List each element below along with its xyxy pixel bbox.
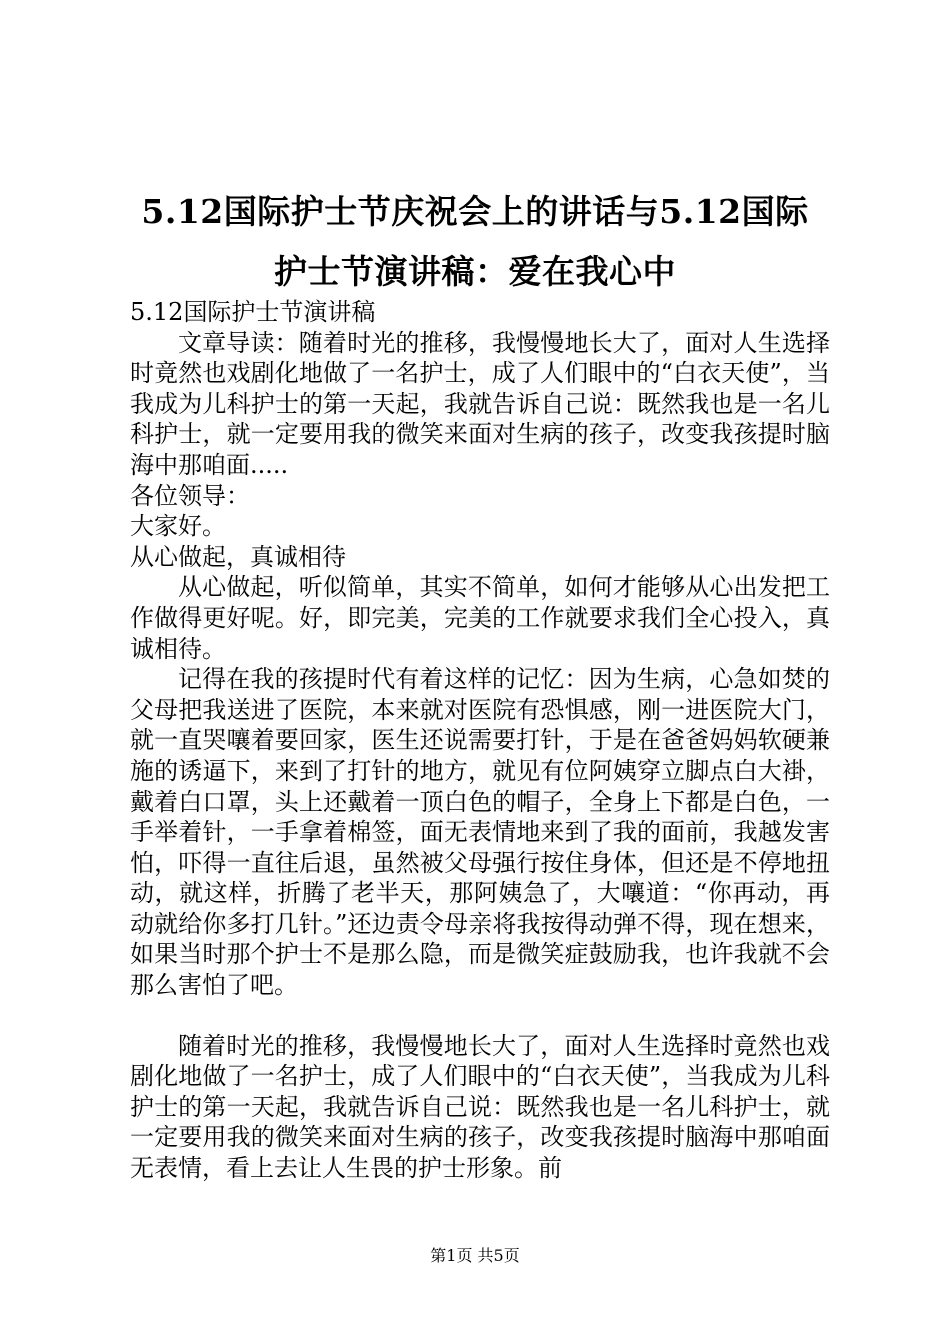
intro-paragraph: 文章导读：随着时光的推移，我慢慢地长大了，面对人生选择时竟然也戏剧化地做了一名护士，成了人们眼中的“白衣天使”，当我成为儿科护士的第一天起，我就告诉自己说：既然我也是一名儿科护士，就一定要用我的微笑来面对生病的孩子，改变我孩提时脑海中那咱面..... — [130, 328, 830, 479]
page-footer: 第1页 共5页 — [430, 1246, 520, 1265]
document-body — [130, 297, 830, 1184]
document-subtitle: 5.12国际护士节演讲稿 — [130, 298, 376, 326]
paragraph-2: 记得在我的孩提时代有着这样的记忆：因为生病，心急如焚的父母把我送进了医院，本来就对医院有恐惧感，刚一进医院大门，就一直哭嚷着要回家，医生还说需要打针，于是在爸爸妈妈软硬兼施的诱逼下，来到了打针的地方，就见有位阿姨穿立脚点白大褂，戴着白口罩，头上还戴着一顶白色的帽子，全身上下都是白色，一手举着针，一手拿着棉签，面无表情地来到了我的面前，我越发害怕，吓得一直往后退，虽然被父母强行按住身体，但还是不停地扭动，就这样，折腾了老半天，那阿姨急了，大嚷道：“你再动，再动就给你多打几针。”还边责令母亲将我按得动弹不得，现在想来，如果当时那个护士不是那么隐，而是微笑症鼓励我，也许我就不会那么害怕了吧。 — [130, 665, 830, 1000]
paragraph-spacer — [130, 1001, 830, 1031]
document-title-line-2: 护士节演讲稿：爱在我心中 — [274, 252, 676, 291]
greeting-everyone: 大家好。 — [130, 512, 226, 541]
paragraph-1: 从心做起，听似简单，其实不简单，如何才能够从心出发把工作做得更好呢。好，即完美，完美的工作就要求我们全心投入，真诚相待。 — [130, 573, 830, 663]
document-title-line-1: 5.12国际护士节庆祝会上的讲话与5.12国际 — [141, 192, 809, 231]
paragraph-3: 随着时光的推移，我慢慢地长大了，面对人生选择时竟然也戏剧化地做了一名护士，成了人们眼中的“白衣天使”，当我成为儿科护士的第一天起，我就告诉自己说：既然我也是一名儿科护士，就一定要用我的微笑来面对生病的孩子，改变我孩提时脑海中那咱面无表情，看上去让人生畏的护士形象。前 — [130, 1031, 830, 1183]
section-heading: 从心做起，真诚相待 — [130, 542, 346, 571]
greeting-leaders: 各位领导： — [130, 481, 250, 510]
